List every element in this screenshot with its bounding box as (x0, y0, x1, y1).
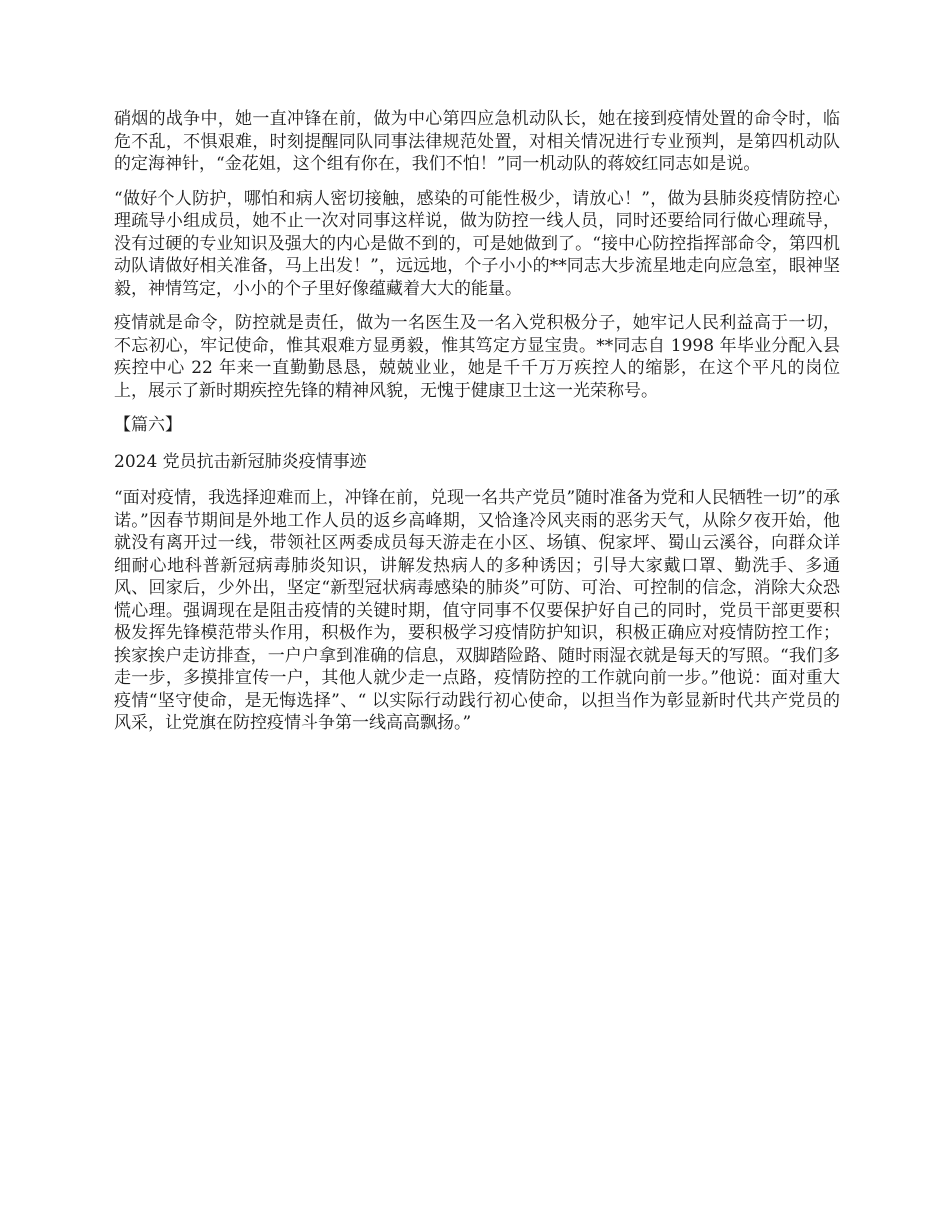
paragraph-2: “做好个人防护，哪怕和病人密切接触，感染的可能性极少，请放心！”，做为县肺炎疫情防控心理疏导小组成员，她不止一次对同事这样说，做为防控一线人员，同时还要给同行做心理疏导，没有过硬的专业知识及强大的内心是做不到的，可是她做到了。“接中心防控指挥部命令，第四机动队请做好相关准备，马上出发！”，远远地，个子小小的**同志大步流星地走向应急室，眼神坚毅，神情笃定，小小的个子里好像蕴藏着大大的能量。 (114, 188, 840, 299)
article-title: 2024 党员抗击新冠肺炎疫情事迹 (114, 451, 367, 472)
document-body (114, 108, 873, 747)
paragraph-4: “面对疫情，我选择迎难而上，冲锋在前，兑现一名共产党员”随时准备为党和人民牺牲一切”的承诺。”因春节期间是外地工作人员的返乡高峰期，又恰逢冷风夹雨的恶劣天气，从除夕夜开始，他就没有离开过一线，带领社区两委成员每天游走在小区、场镇、倪家坪、蜀山云溪谷，向群众详细耐心地科普新冠病毒肺炎知识，讲解发热病人的多种诱因；引导大家戴口罩、勤洗手、多通风、回家后，少外出，坚定“新型冠状病毒感染的肺炎”可防、可治、可控制的信念，消除大众恐慌心理。强调现在是阻击疫情的关键时期，值守同事不仅要保护好自己的同时，党员干部更要积极发挥先锋模范带头作用，积极作为，要积极学习疫情防护知识，积极正确应对疫情防控工作； 挨家挨户走访排查，一户户拿到准确的信息，双脚踏险路、随时雨湿衣就是每天的写照。“我们多走一步，多摸排宣传一户，其他人就少走一点路，疫情防控的工作就向前一步。”他说：面对重大疫情“坚守使命，是无悔选择”、“ 以实际行动践行初心使命，以担当作为彰显新时代共产党员的风采，让党旗在防控疫情斗争第一线高高飘扬。” (114, 488, 873, 733)
paragraph-3: 疫情就是命令，防控就是责任，做为一名医生及一名入党积极分子，她牢记人民利益高于一切，不忘初心，牢记使命，惟其艰难方显勇毅，惟其笃定方显宝贵。**同志自 1998 年毕业分配入县疾控中心 22 年来一直勤勤恳恳，兢兢业业，她是千千万万疾控人的缩影，在这个平凡的岗位上，展示了新时期疾控先锋的精神风貌，无愧于健康卫士这一光荣称号。 (114, 313, 840, 401)
paragraph-1: 硝烟的战争中，她一直冲锋在前，做为中心第四应急机动队长，她在接到疫情处置的命令时，临危不乱，不惧艰难，时刻提醒同队同事法律规范处置，对相关情况进行专业预判，是第四机动队的定海神针，“金花姐，这个组有你在，我们不怕！”同一机动队的蒋姣红同志如是说。 (114, 109, 840, 174)
section-heading: 【篇六】 (114, 415, 182, 435)
